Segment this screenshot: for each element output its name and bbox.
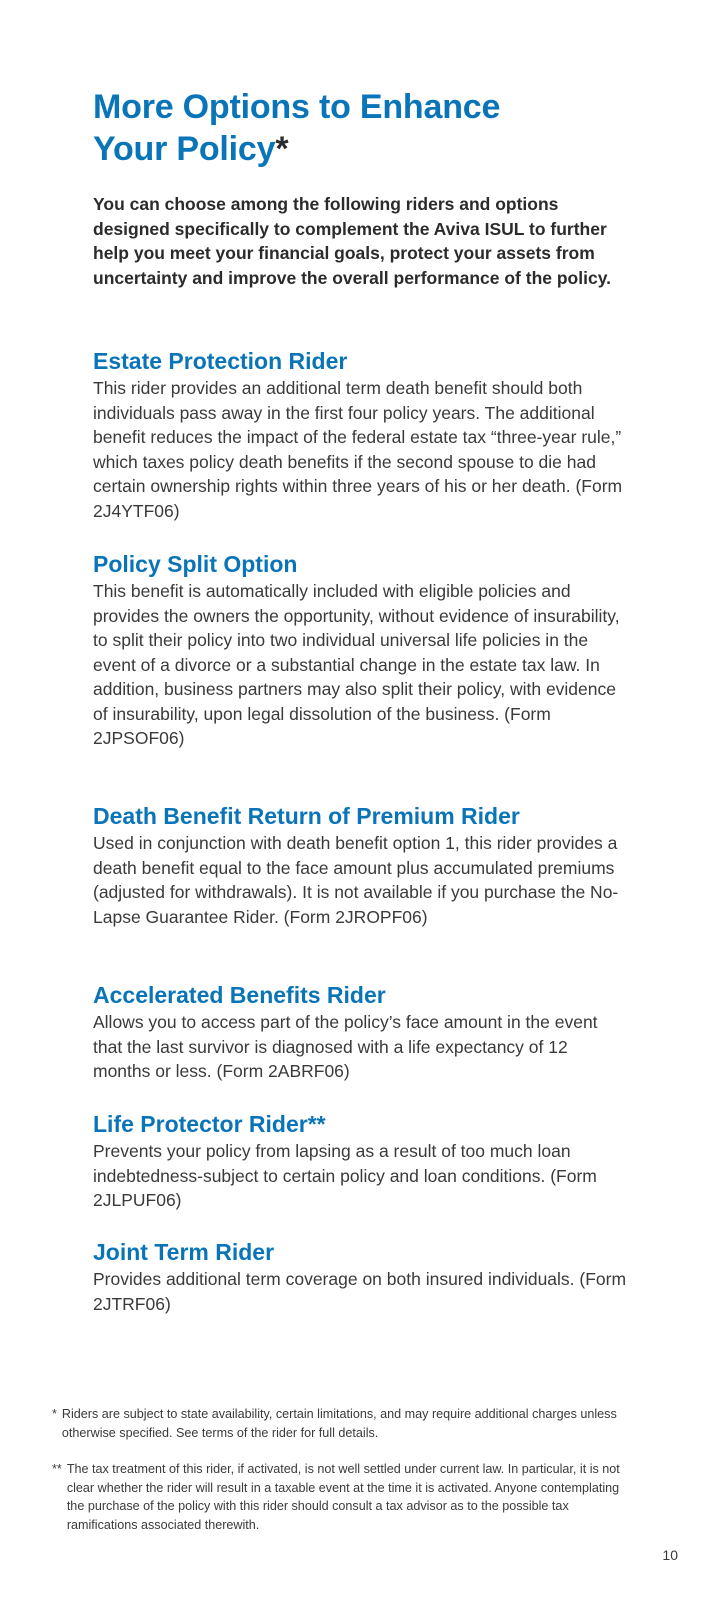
section-body: Prevents your policy from lapsing as a result of too much loan indebtedness-subject to certain policy and loan conditions. (Form 2JLPUF06) [93, 1141, 597, 1210]
page-title [93, 86, 653, 170]
footnote-mark: ** [52, 1462, 62, 1476]
section-death-benefit-return-of-premium-rider [93, 801, 628, 929]
section-body: This benefit is automatically included with eligible policies and provides the owners the opportunity, without evidence of insurability, to split their policy into two individual universal life policies in the event of a divorce or a substantial change in the estate tax law. In addition, business partners may also split their policy, with evidence of insurability, upon legal dissolution of the business. (Form 2JPSOF06) [93, 581, 620, 748]
section-heading: Life Protector Rider** [93, 1111, 326, 1137]
section-life-protector-rider [93, 1109, 628, 1213]
page-title-line-2 [93, 128, 653, 170]
page-title-line-2-text: Your Policy [93, 130, 276, 168]
section-heading: Accelerated Benefits Rider [93, 982, 386, 1008]
section-body: Provides additional term coverage on both insured individuals. (Form 2JTRF06) [93, 1269, 627, 1314]
section-joint-term-rider [93, 1237, 628, 1316]
section-heading: Estate Protection Rider [93, 348, 348, 374]
section-accelerated-benefits-rider [93, 980, 628, 1084]
title-footnote-mark: * [275, 130, 289, 168]
footnote-mark: * [52, 1407, 57, 1421]
section-heading: Joint Term Rider [93, 1239, 275, 1265]
section-heading: Policy Split Option [93, 551, 298, 577]
section-body: This rider provides an additional term death benefit should both individuals pass away in the first four policy years. The additional benefit reduces the impact of the federal estate tax “three-year rule,” which taxes policy death benefits if the second spouse to die had certain ownership rights within three years of his or her death. (Form 2J4YTF06) [93, 378, 623, 521]
section-heading: Death Benefit Return of Premium Rider [93, 803, 520, 829]
section-body: Allows you to access part of the policy’s face amount in the event that the last survivor is diagnosed with a life expectancy of 12 months or less. (Form 2ABRF06) [93, 1012, 598, 1081]
footnote-text: The tax treatment of this rider, if activated, is not well settled under current law. In particular, it is not clear whether the rider will result in a taxable event at the time it is activated. Anyone contemplating the purchase of the policy with this rider should consult a tax advisor as to the possible tax ramifications associated therewith. [66, 1462, 620, 1532]
section-policy-split-option [93, 549, 628, 751]
footnote-tax-treatment [52, 1460, 636, 1534]
page-number: 10 [662, 1547, 678, 1563]
section-body: Used in conjunction with death benefit option 1, this rider provides a death benefit equal to the face amount plus accumulated premiums (adjusted for withdrawals). It is not available if you purchase the No-Lapse Guarantee Rider. (Form 2JROPF06) [93, 833, 619, 927]
page-title-line-1: More Options to Enhance [93, 88, 501, 126]
intro-paragraph: You can choose among the following riders and options designed specifically to complement the Aviva ISUL to further help you meet your financial goals, protect your assets from uncertainty and improve the overall performance of the policy. [93, 194, 611, 288]
footnote-riders [52, 1405, 636, 1442]
section-estate-protection-rider [93, 346, 628, 523]
footnote-text: Riders are subject to state availability, certain limitations, and may require additional charges unless otherwise specified. See terms of the rider for full details. [61, 1407, 617, 1440]
